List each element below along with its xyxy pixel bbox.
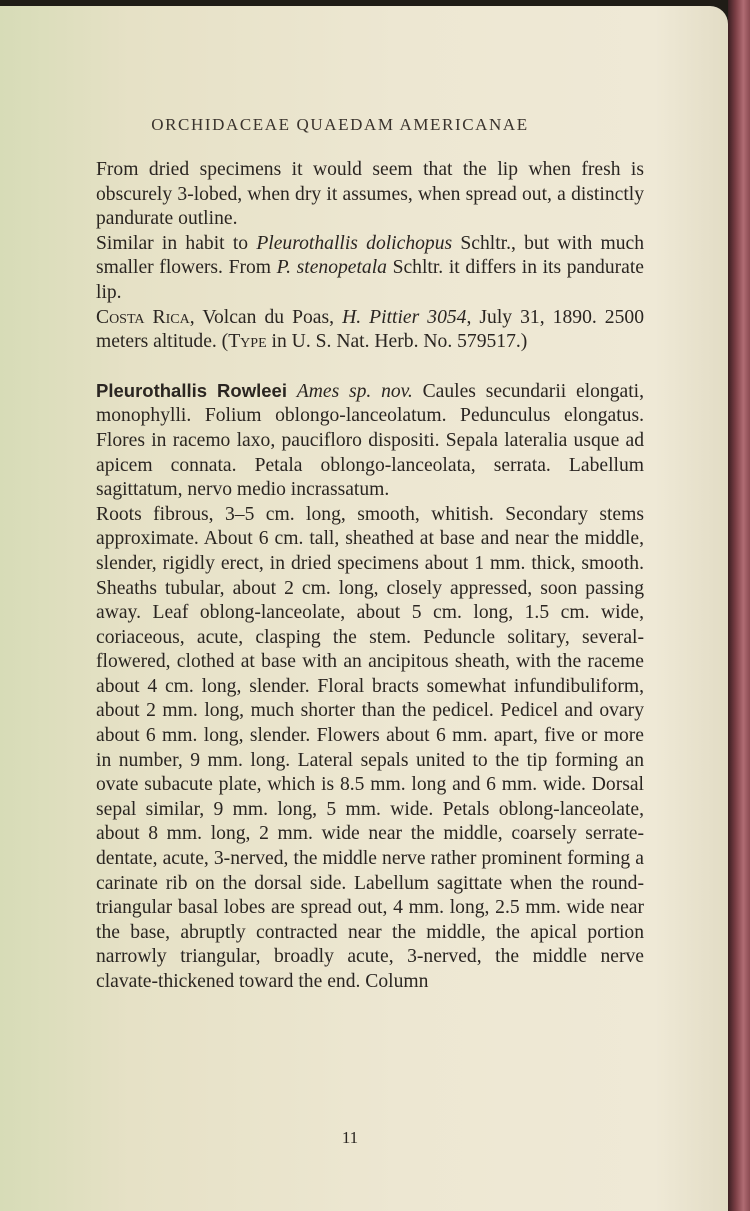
paragraph-new-species-description: Roots fibrous, 3–5 cm. long, smooth, whitish. Secondary stems approximate. About 6 cm. tall, sheathed at base and near the middle, slender, rigidly erect, in dried specimens about 1 mm. thick, smooth. Sheaths tubular, about 2 cm. long, closely appressed, soon passing away. Leaf oblong-lanceolate, about 5 cm. long, 1.5 cm. wide, coriaceous, acute, clasping the stem. Peduncle solitary, several-flowered, clothed at base with an ancipitous sheath, with the raceme about 4 cm. long, slender. Floral bracts somewhat infundibuliform, about 2 mm. long, much shorter than the pedicel. Pedicel and ovary about 6 mm. long, slender. Flowers about 6 mm. apart, five or more in number, 9 mm. long. Lateral sepals united to the tip forming an ovate subacute plate, which is 8.5 mm. long and 6 mm. wide. Dorsal sepal similar, 9 mm. long, 5 mm. wide. Petals oblong-lanceolate, about 8 mm. long, 2 mm. wide near the middle, coarsely serrate-dentate, acute, 3-nerved, the middle nerve rather prominent forming a carinate rib on the dorsal side. Labellum sagittate when the round-triangular basal lobes are spread out, 4 mm. long, 2.5 mm. wide near the base, abruptly contracted near the middle, the apical portion narrowly triangular, broadly acute, 3-nerved, the middle nerve clavate-thickened toward the end. Column — [96, 503, 644, 992]
type-label: Type — [228, 331, 267, 353]
species-heading: Pleurothallis Rowleei — [96, 379, 287, 401]
page-edge — [728, 0, 750, 1211]
species-name: P. stenopetala — [276, 257, 387, 279]
paragraph-locality: Costa Rica, Volcan du Poas, H. Pittier 3054, July 31, 1890. 2500 meters altitude. (Type in U. S. Nat. Herb. No. 579517.) — [96, 306, 644, 353]
species-name: Pleurothallis dolichopus — [256, 232, 453, 254]
paragraph-comparison: Similar in habit to Pleurothallis dolichopus Schltr., but with much smaller flowers. From P. stenopetala Schltr. it differs in its pandurate lip. — [96, 232, 645, 303]
latin-diagnosis: Caules secundarii elongati, monophylli. Folium oblongo-lanceolatum. Pedunculus elongatus. Flores in racemo laxo, paucifloro dispositi. Sepala lateralia usque ad apicem connata. Petala oblongo-lanceolata, serrata. Labellum sagittatum, nervo medio incrassatum. — [96, 380, 645, 501]
page-number: 11 — [341, 1128, 359, 1147]
book-page — [0, 6, 728, 1211]
collector-number: H. Pittier 3054 — [342, 306, 467, 328]
body-text — [96, 158, 644, 995]
locality-country: Costa Rica — [96, 306, 190, 328]
section-gap — [96, 355, 644, 379]
paragraph-lip-description: From dried specimens it would seem that the lip when fresh is obscurely 3-lobed, when dry it assumes, when spread out, a distinctly pandurate outline. — [96, 159, 644, 230]
species-authority: Ames sp. nov. — [296, 380, 413, 402]
running-header: ORCHIDACEAE QUAEDAM AMERICANAE — [151, 115, 529, 134]
paragraph-new-species-diagnosis — [96, 379, 644, 503]
